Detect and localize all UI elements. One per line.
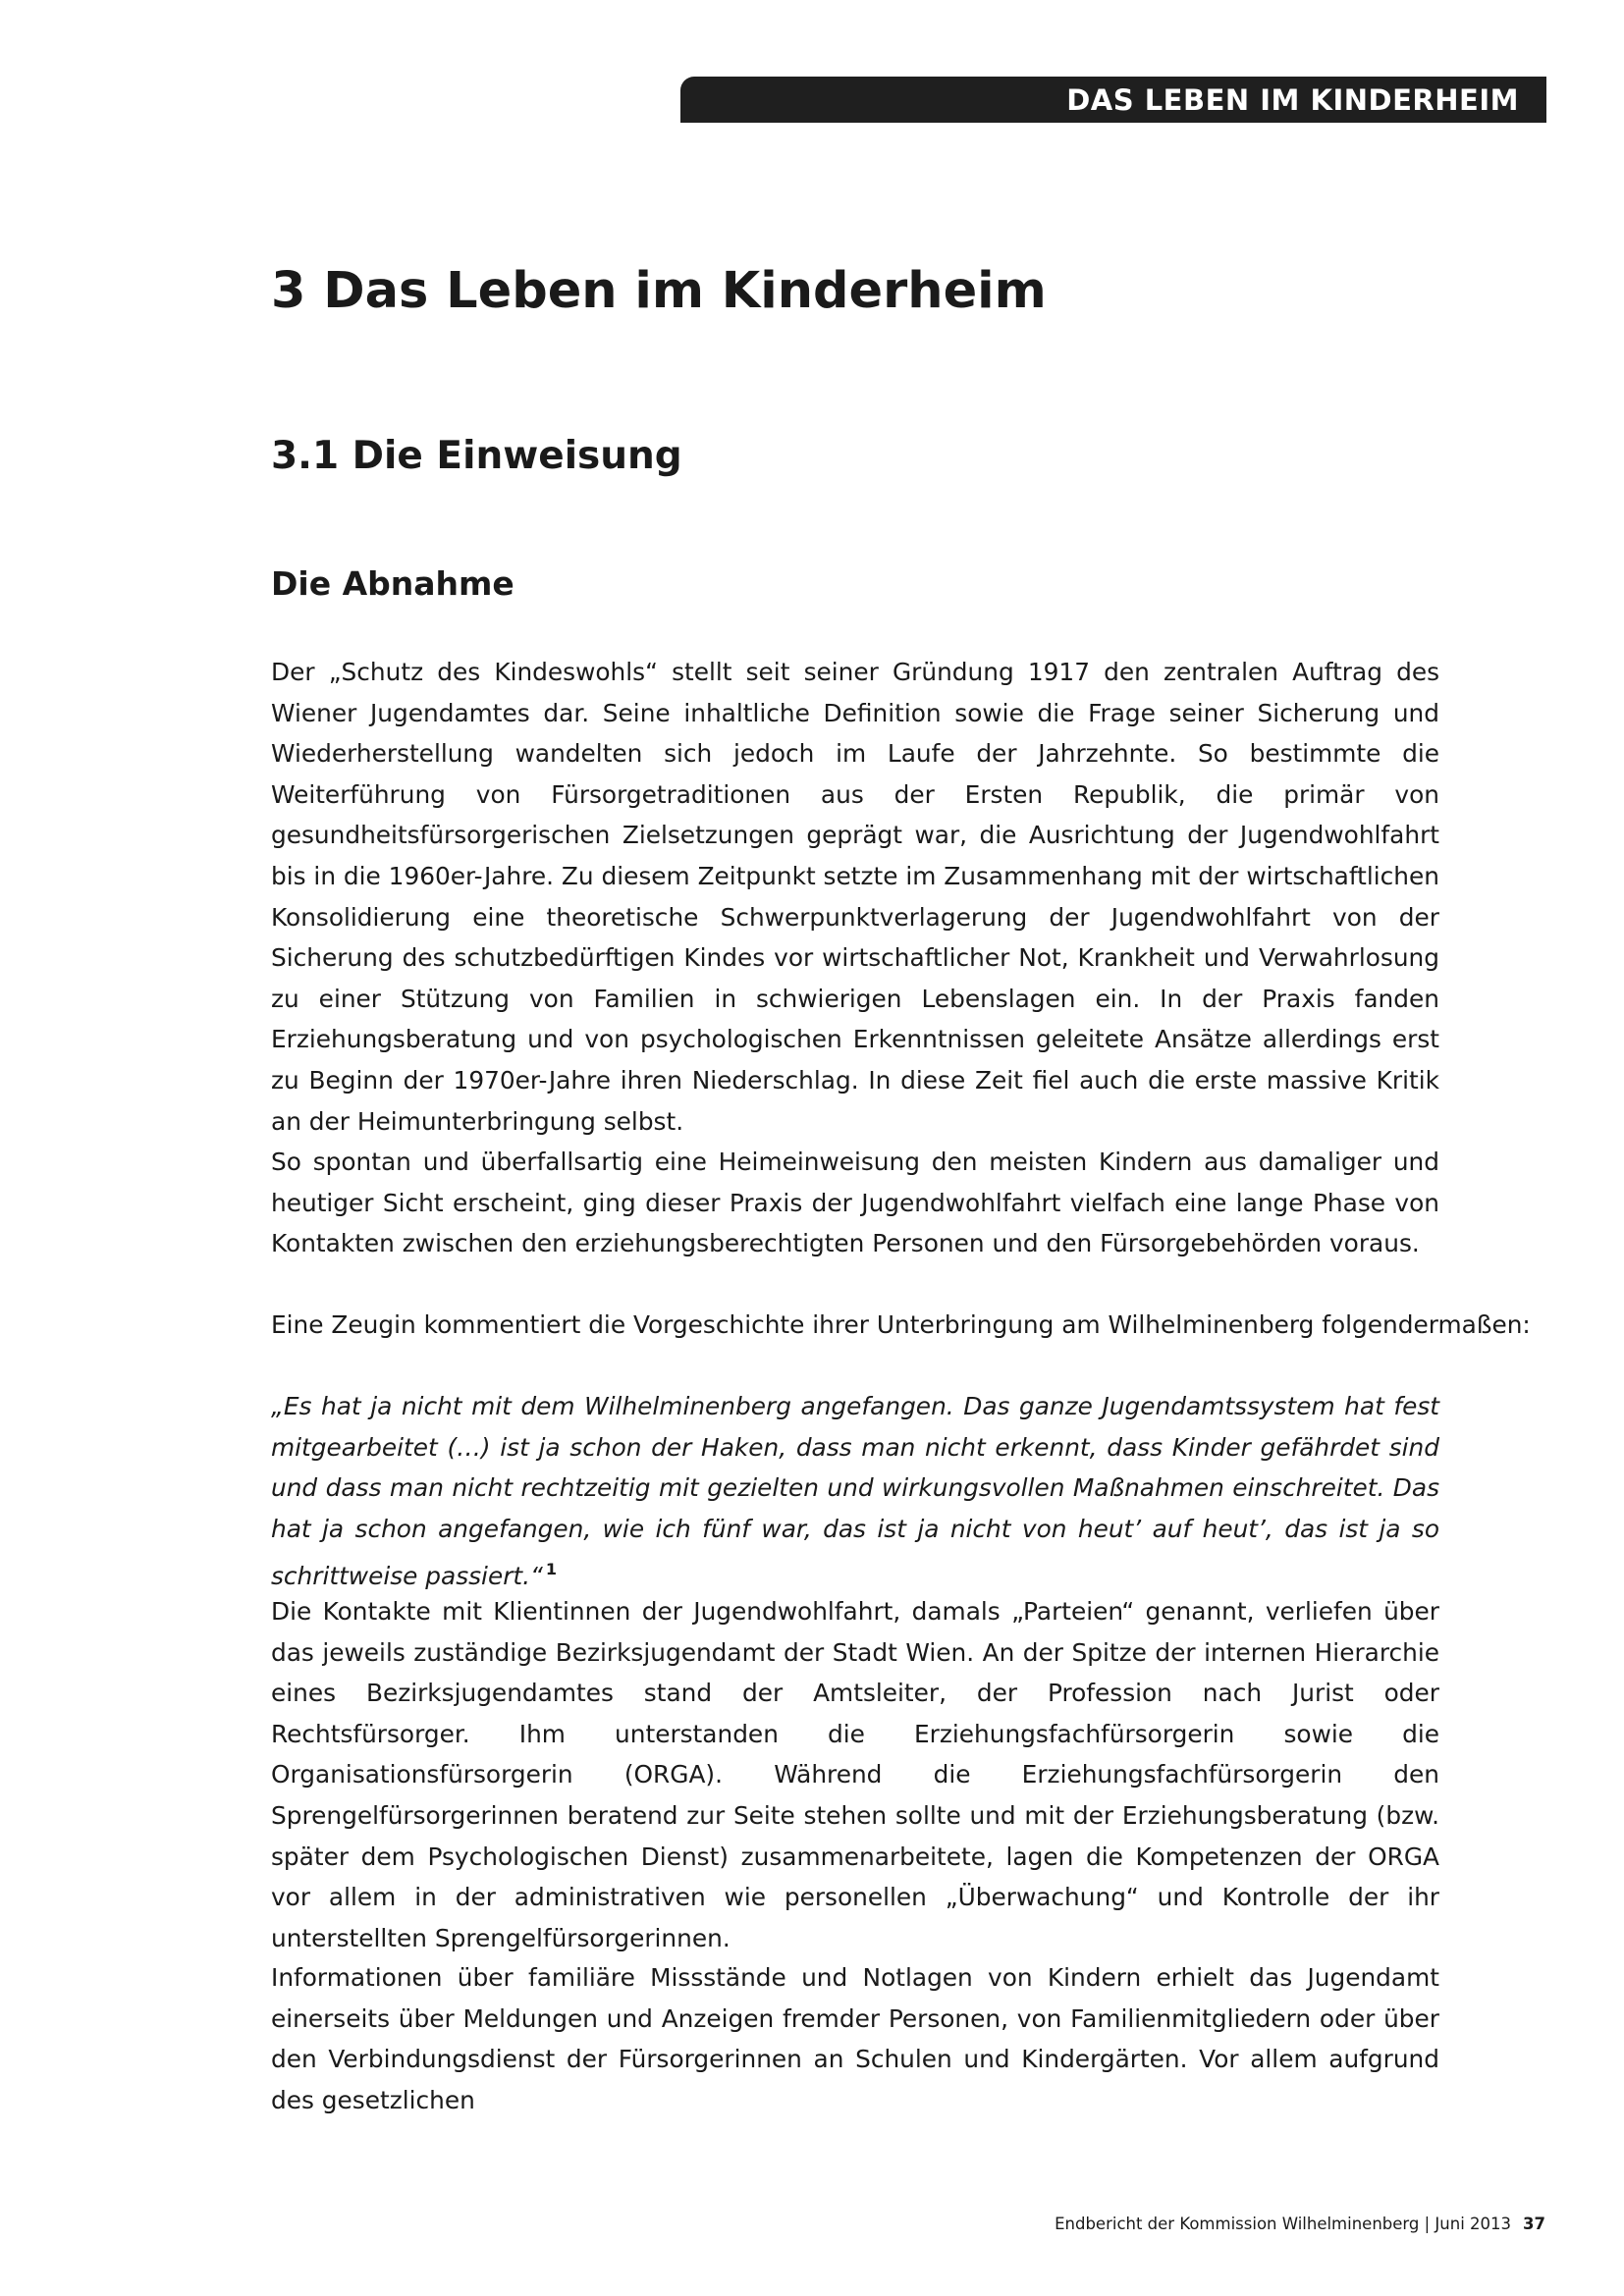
paragraph-1: Der „Schutz des Kindeswohls“ stellt seit seiner Gründung 1917 den zentralen Auftrag des Wiener Jugendamtes dar. Seine inhaltliche Definition sowie die Frage seiner Sicherung und Wiederherstellung wandelten sich jedoch im Laufe der Jahrzehnte. So bestimmte die Weiterführung von Fürsorgetraditionen aus der Ersten Republik, die primär von gesundheitsfürsorgerischen Zielsetzungen geprägt war, die Ausrichtung der Jugendwohlfahrt bis in die 1960er-Jahre. Zu diesem Zeitpunkt setzte im Zusammenhang mit der wirtschaftlichen Konsolidierung eine theoretische Schwerpunktverlagerung der Jugendwohlfahrt von der Sicherung des schutzbedürftigen Kindes vor wirtschaftlicher Not, Krankheit und Verwahrlosung zu einer Stützung von Familien in schwierigen Lebenslagen ein. In der Praxis fanden Erziehungsberatung und von psychologischen Erkenntnissen geleitete Ansätze allerdings erst zu Beginn der 1970er-Jahre ihren Niederschlag. In diese Zeit fiel auch die erste massive Kritik an der Heimunterbringung selbst. — [271, 658, 1439, 1136]
footer-text: Endbericht der Kommission Wilhelminenberg | Juni 2013 — [1055, 2215, 1512, 2233]
paragraph-3: Eine Zeugin kommentiert die Vorgeschichte ihrer Unterbringung am Wilhelminenberg folgendermaßen: — [271, 1310, 1531, 1339]
paragraph-2: So spontan und überfallsartig eine Heimeinweisung den meisten Kindern aus damaliger und heutiger Sicht erscheint, ging dieser Praxis der Jugendwohlfahrt vielfach eine lange Phase von Kontakten zwischen den erziehungsberechtigten Personen und den Fürsorgebehörden voraus. — [271, 1148, 1439, 1258]
running-header-title: DAS LEBEN IM KINDERHEIM — [1066, 82, 1519, 117]
chapter-title: 3 Das Leben im Kinderheim — [271, 262, 1047, 320]
page-number: 37 — [1523, 2215, 1545, 2233]
running-header-bar — [680, 77, 1546, 123]
witness-quote — [271, 1386, 1439, 1597]
paragraph-4: Die Kontakte mit Klientinnen der Jugendwohlfahrt, damals „Parteien“ genannt, verliefen über das jeweils zuständige Bezirksjugendamt der Stadt Wien. An der Spitze der internen Hierarchie eines Bezirksjugendamtes stand der Amtsleiter, der Profession nach Jurist oder Rechtsfürsorger. Ihm unterstanden die Erziehungsfachfürsorgerin sowie die Organisationsfürsorgerin (ORGA). Während die Erziehungsfachfürsorgerin den Sprengelfürsorgerinnen beratend zur Seite stehen sollte und mit der Erziehungsberatung (bzw. später dem Psychologischen Dienst) zusammenarbeitete, lagen die Kompetenzen der ORGA vor allem in der administrativen wie personellen „Überwachung“ und Kontrolle der ihr unterstellten Sprengelfürsorgerinnen. — [271, 1597, 1439, 1952]
subsection-title: Die Abnahme — [271, 564, 514, 603]
footnote-marker[interactable]: 1 — [545, 1560, 557, 1579]
section-title: 3.1 Die Einweisung — [271, 434, 682, 478]
paragraph-5: Informationen über familiäre Missstände und Notlagen von Kindern erhielt das Jugendamt einerseits über Meldungen und Anzeigen fremder Personen, von Familienmitgliedern oder über den Verbindungsdienst der Fürsorgerinnen an Schulen und Kindergärten. Vor allem aufgrund des gesetzlichen — [271, 1963, 1439, 2114]
witness-quote-text: „Es hat ja nicht mit dem Wilhelminenberg angefangen. Das ganze Jugendamtssystem hat fest mitgearbeitet (…) ist ja schon der Haken, dass man nicht erkennt, dass Kinder gefährdet sind und dass man nicht rechtzeitig mit gezielten und wirkungsvollen Maßnahmen einschreitet. Das hat ja schon angefangen, wie ich fünf war, das ist ja nicht von heut’ auf heut’, das ist ja so schrittweise passiert.“ — [271, 1392, 1439, 1591]
page-footer — [1055, 2215, 1545, 2233]
